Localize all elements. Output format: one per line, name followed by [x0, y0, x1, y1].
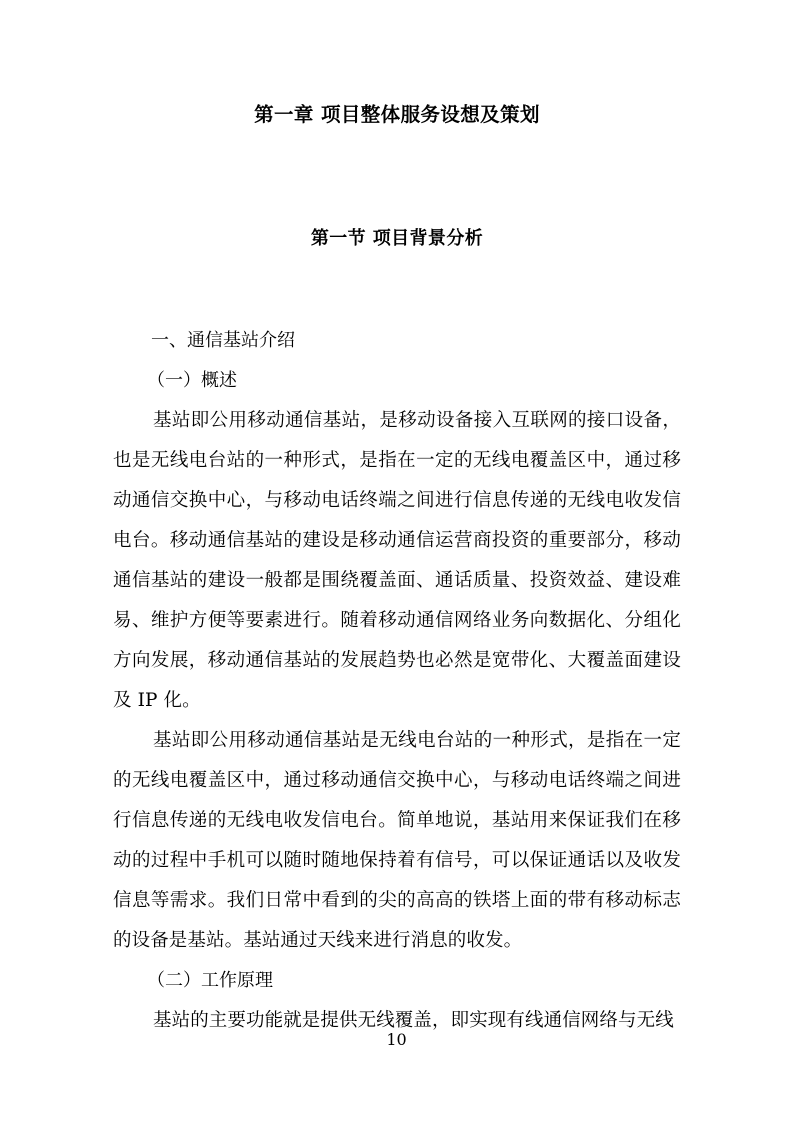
paragraph-overview-2: 基站即公用移动通信基站是无线电台站的一种形式，是指在一定的无线电覆盖区中，通过移动通信交换中心，与移动电话终端之间进行信息传递的无线电收发信电台。简单地说，基站用来保证我们在移动的过程中手机可以随时随地保持着有信号，可以保证通话以及收发信息等需求。我们日常中看到的尖的高高的铁塔上面的带有移动标志的设备是基站。基站通过天线来进行消息的收发。 — [113, 729, 681, 951]
paragraph-principle-1: 基站的主要功能就是提供无线覆盖，即实现有线通信网络与无线 — [153, 1009, 674, 1031]
heading-level-1: 一、通信基站介绍 — [151, 329, 295, 351]
heading-level-2-overview: （一）概述 — [147, 369, 237, 391]
page-number: 10 — [386, 1030, 407, 1049]
chapter-title: 第一章 项目整体服务设想及策划 — [254, 103, 540, 126]
heading-level-2-principle: （二）工作原理 — [147, 969, 273, 991]
section-title: 第一节 项目背景分析 — [310, 227, 484, 249]
page-content — [113, 0, 681, 1041]
paragraph-overview-1: 基站即公用移动通信基站，是移动设备接入互联网的接口设备，也是无线电台站的一种形式，是指在一定的无线电覆盖区中，通过移动通信交换中心，与移动电话终端之间进行信息传递的无线电收发信电台。移动通信基站的建设是移动通信运营商投资的重要部分，移动通信基站的建设一般都是围绕覆盖面、通话质量、投资效益、建设难易、维护方便等要素进行。随着移动通信网络业务向数据化、分组化方向发展，移动通信基站的发展趋势也必然是宽带化、大覆盖面建设及 IP 化。 — [113, 409, 681, 711]
